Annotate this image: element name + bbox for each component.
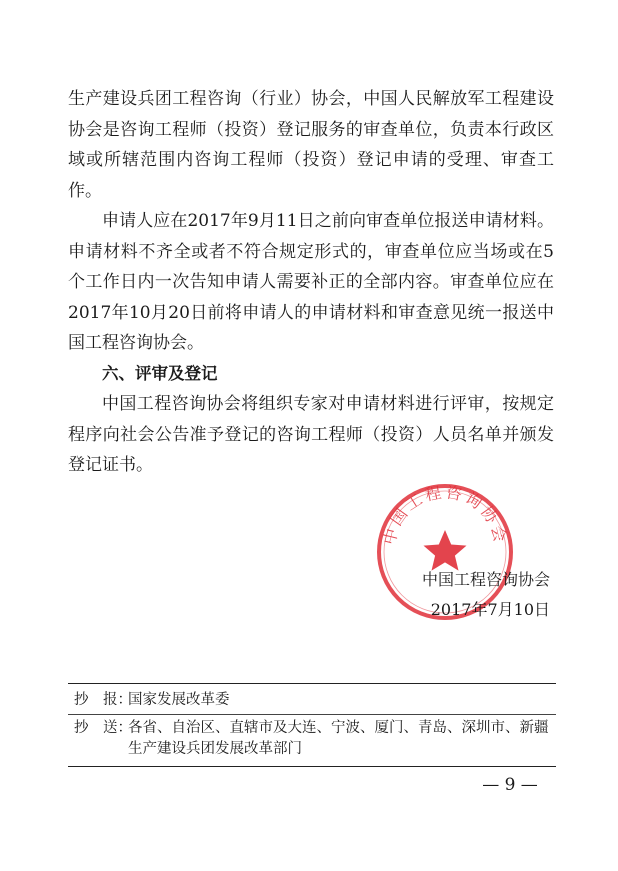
cc-send-recipients: 各省、自治区、直辖市及大连、宁波、厦门、青岛、深圳市、新疆生产建设兵团发展改革部门: [128, 720, 549, 757]
cc-block: [68, 683, 556, 767]
section-heading-review-registration: 六、评审及登记: [102, 363, 218, 383]
signature-block: [370, 565, 550, 625]
paragraph-review-units: 生产建设兵团工程咨询（行业）协会，中国人民解放军工程建设协会是咨询工程师（投资）登记服务的审查单位，负责本行政区域或所辖范围内咨询工程师（投资）登记申请的受理、审查工作。: [68, 89, 554, 201]
seal-text: 中国工程咨询协会: [379, 482, 511, 547]
cc-send-label: 抄 送：: [74, 720, 132, 736]
paragraph-review-registration: 中国工程咨询协会将组织专家对申请材料进行评审，按规定程序向社会公告准予登记的咨询工程师（投资）人员名单并颁发登记证书。: [68, 394, 554, 475]
cc-send-row: [68, 718, 556, 760]
cc-report-label: 抄 报：: [74, 692, 132, 708]
signature-date: 2017年7月10日: [430, 600, 550, 619]
cc-divider: [68, 714, 556, 715]
signature-organization: 中国工程咨询协会: [421, 570, 550, 589]
cc-report-recipient: 国家发展改革委: [128, 692, 230, 708]
page-number: — 9 —: [482, 775, 538, 795]
paragraph-submission-deadline: 申请人应在2017年9月11日之前向审查单位报送申请材料。申请材料不齐全或者不符合规定形式的，审查单位应当场或在5个工作日内一次告知申请人需要补正的全部内容。审查单位应在2017年10月20日前将申请人的申请材料和审查意见统一报送中国工程咨询协会。: [68, 211, 554, 353]
document-body: [68, 84, 554, 481]
cc-report-row: [68, 690, 556, 711]
